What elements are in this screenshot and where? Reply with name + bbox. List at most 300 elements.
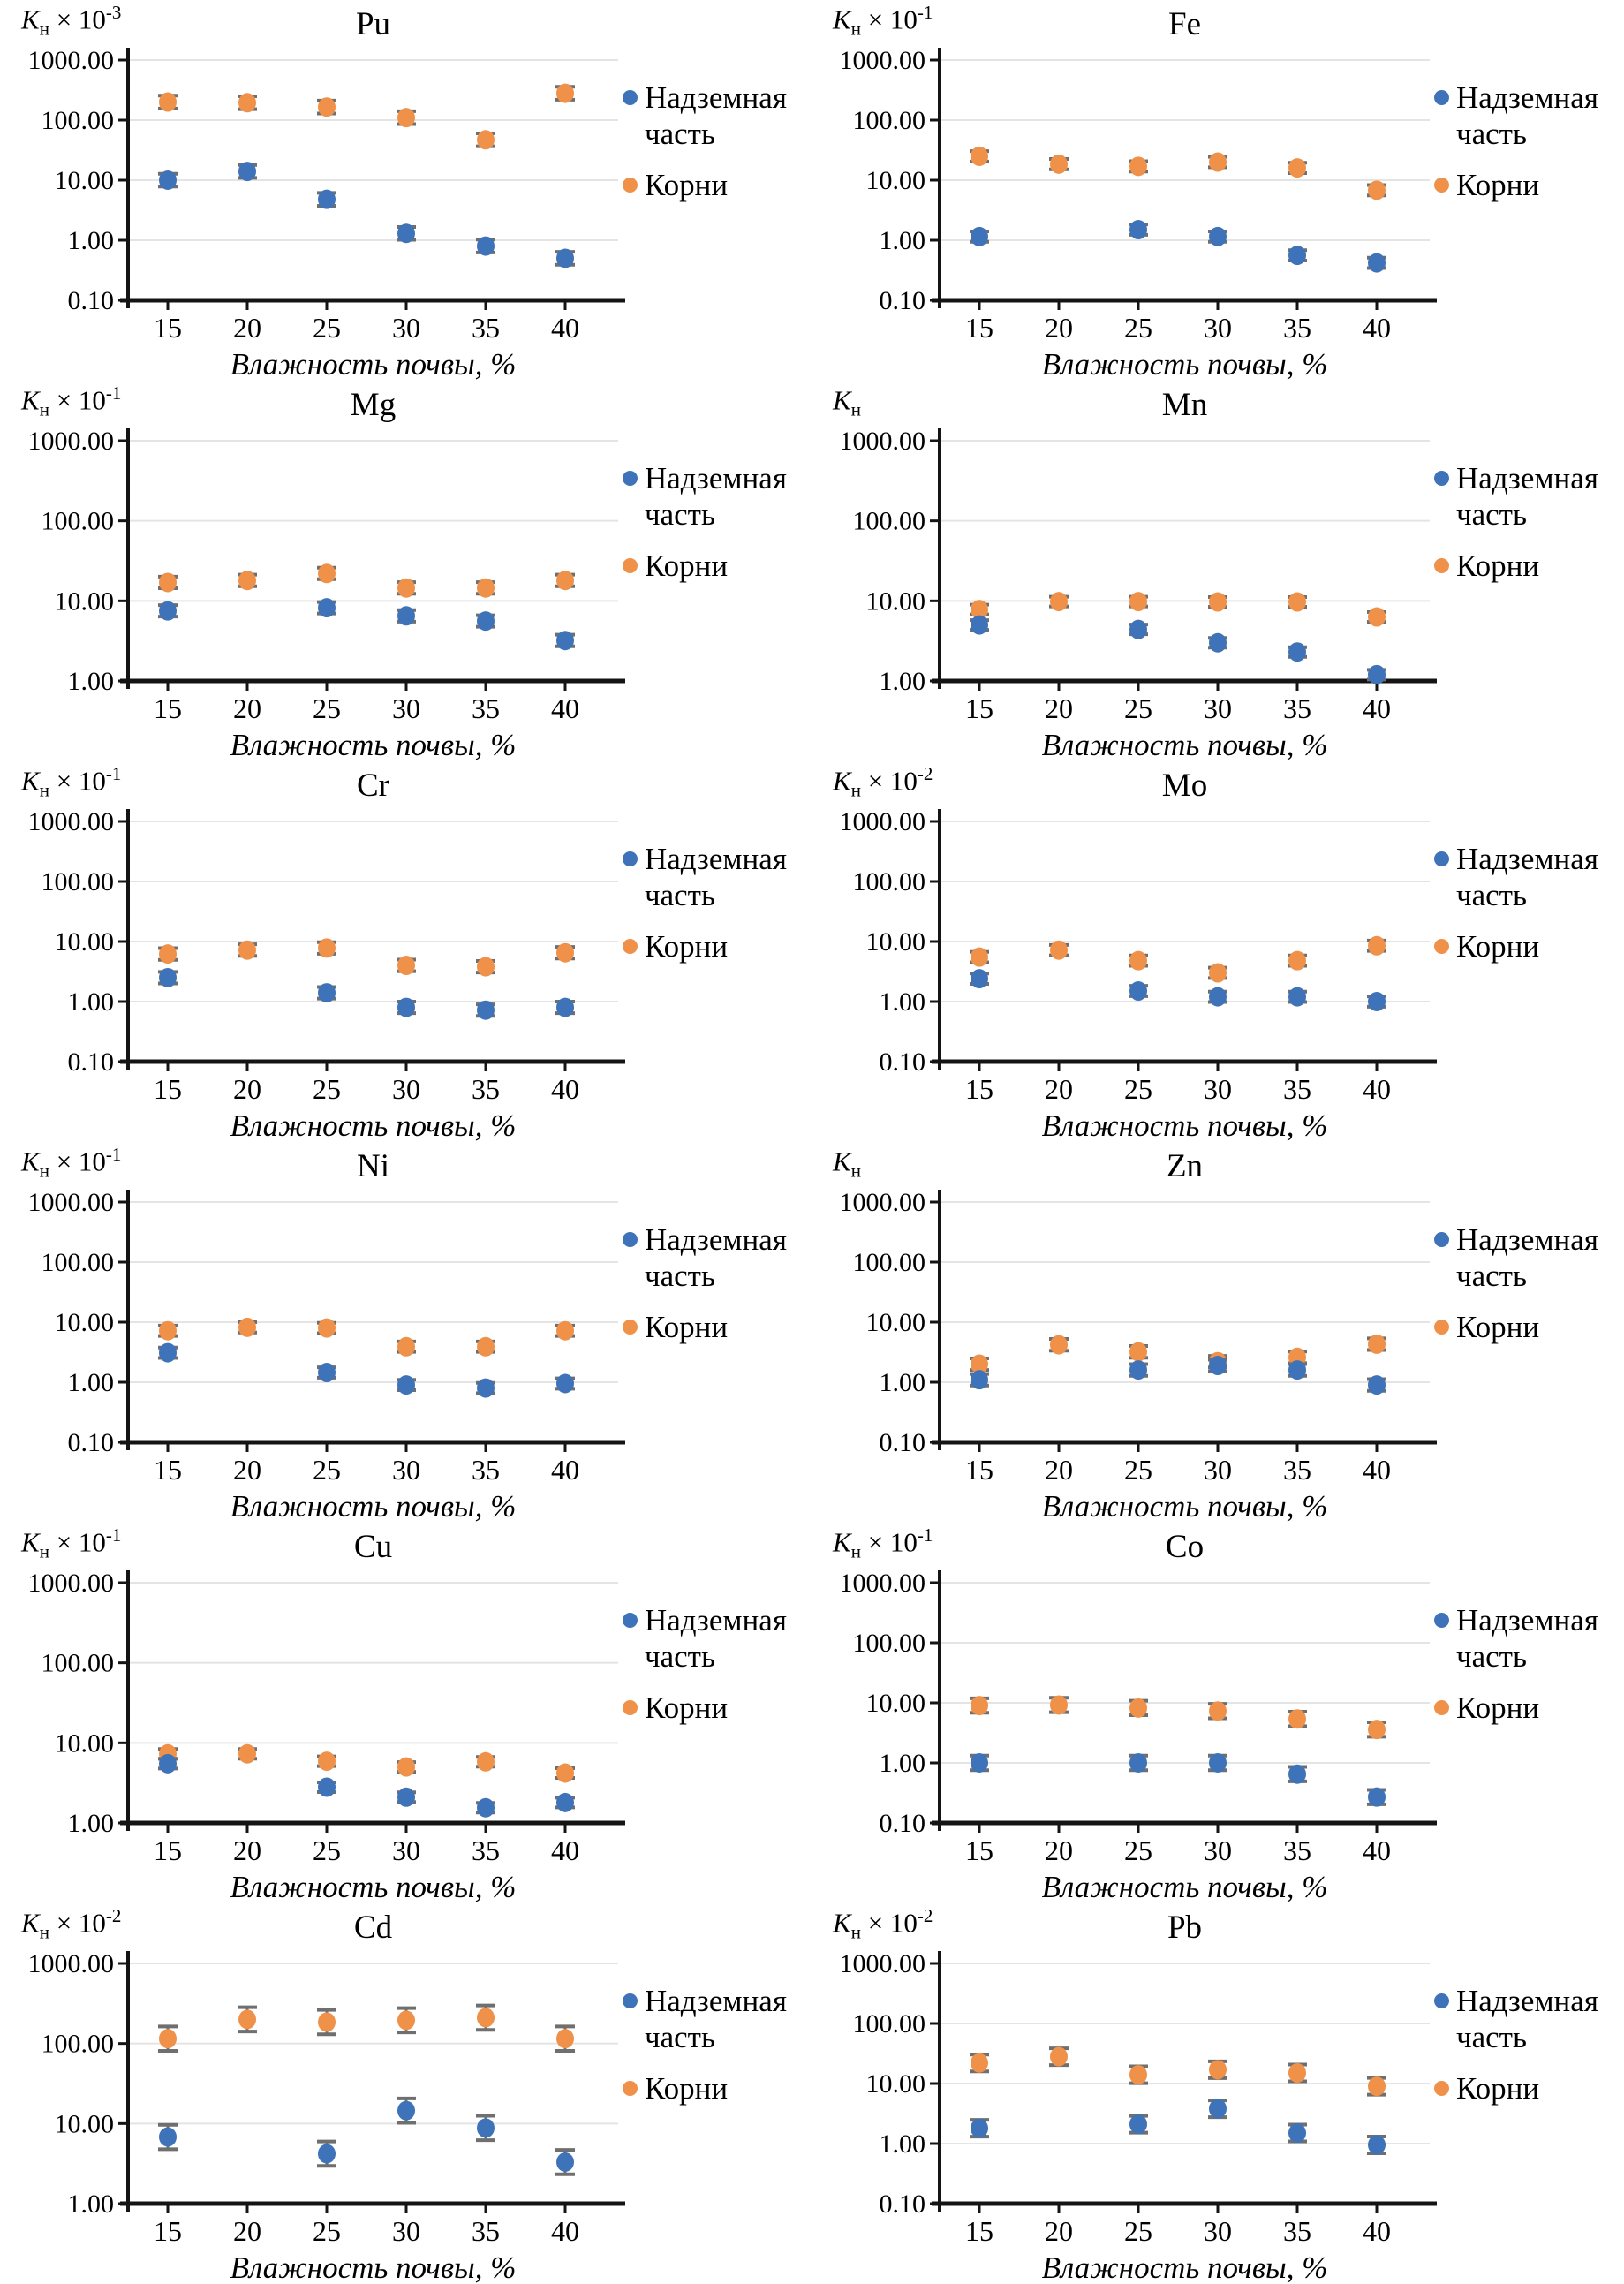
y-tick-label: 100.00	[41, 1648, 114, 1678]
data-point-shoots	[556, 998, 574, 1017]
x-tick-label: 40	[551, 2215, 579, 2247]
legend-marker-roots-icon	[623, 178, 638, 193]
unit-exponent: -3	[105, 2, 122, 23]
x-tick-label: 25	[313, 692, 341, 724]
data-point-roots	[1209, 1701, 1227, 1721]
data-point-shoots	[477, 611, 495, 631]
data-point-shoots	[397, 1375, 415, 1395]
unit-multiplier: × 10	[49, 1146, 106, 1177]
data-point-roots	[238, 93, 256, 112]
x-tick-label: 30	[1204, 1834, 1232, 1866]
data-point-roots	[477, 1752, 495, 1772]
data-point-shoots	[1129, 981, 1147, 1001]
k-symbol: K	[833, 1907, 851, 1939]
data-point-shoots	[238, 162, 256, 181]
y-tick-label: 10.00	[865, 2069, 925, 2099]
data-point-roots	[1368, 1720, 1386, 1739]
data-point-shoots	[159, 170, 177, 190]
x-tick-label: 15	[965, 312, 993, 344]
x-tick-label: 30	[392, 1834, 420, 1866]
data-point-shoots	[159, 1754, 177, 1774]
data-point-roots	[971, 2053, 988, 2073]
data-point-shoots	[1288, 2123, 1306, 2143]
legend-label-roots: Корни	[645, 1309, 729, 1344]
x-tick-label: 20	[1045, 692, 1073, 724]
x-tick-label: 20	[233, 1834, 261, 1866]
x-tick-label: 25	[1124, 1454, 1152, 1486]
data-point-roots	[1288, 1709, 1306, 1728]
data-point-roots	[556, 943, 574, 963]
unit-exponent: -2	[105, 1905, 122, 1926]
k-subscript: н	[850, 779, 861, 801]
data-point-shoots	[1129, 220, 1147, 239]
data-point-roots	[397, 1337, 415, 1357]
data-point-roots	[477, 2008, 495, 2027]
y-tick-label: 0.10	[879, 1809, 925, 1838]
legend-marker-shoots-icon	[1434, 90, 1449, 105]
data-point-roots	[159, 2029, 177, 2048]
data-point-shoots	[159, 968, 177, 987]
k-subscript: н	[39, 18, 49, 40]
data-point-roots	[1288, 158, 1306, 178]
data-point-roots	[556, 1763, 574, 1782]
k-symbol: K	[21, 1526, 40, 1558]
chart-title: Zn	[1166, 1148, 1204, 1184]
data-point-roots	[1129, 1342, 1147, 1362]
y-tick-label: 1.00	[67, 1809, 114, 1838]
unit-exponent: -1	[917, 1524, 933, 1546]
x-tick-label: 40	[551, 692, 579, 724]
legend-marker-roots-icon	[1434, 2081, 1449, 2096]
data-point-shoots	[556, 631, 574, 650]
x-tick-label: 30	[1204, 1073, 1232, 1105]
y-tick-label: 100.00	[41, 1248, 114, 1277]
x-axis-title: Влажность почвы, %	[230, 1489, 517, 1523]
legend-label-shoots: Надземная часть	[645, 1984, 787, 2055]
legend-label-roots: Корни	[645, 1690, 729, 1725]
x-tick-label: 20	[1045, 2215, 1073, 2247]
legend-label-roots: Корни	[1456, 548, 1540, 583]
data-point-shoots	[1209, 633, 1227, 653]
legend-label-roots: Корни	[1456, 1690, 1540, 1725]
y-tick-label: 10.00	[54, 927, 114, 957]
data-point-roots	[1209, 2060, 1227, 2079]
x-axis-title: Влажность почвы, %	[1041, 1489, 1328, 1523]
data-point-shoots	[477, 2118, 495, 2137]
x-tick-label: 15	[154, 692, 182, 724]
y-tick-label: 10.00	[54, 1728, 114, 1758]
unit-exponent: -2	[917, 1905, 933, 1926]
chart-title: Cu	[353, 1529, 393, 1565]
y-tick-label: 100.00	[41, 106, 114, 135]
legend-marker-shoots-icon	[1434, 471, 1449, 486]
legend	[623, 841, 810, 979]
legend	[1434, 1221, 1621, 1359]
chart-cell	[812, 0, 1624, 381]
y-tick-label: 1.00	[879, 226, 925, 255]
x-tick-label: 40	[1363, 1073, 1391, 1105]
data-point-shoots	[556, 248, 574, 268]
x-tick-label: 40	[1363, 692, 1391, 724]
y-tick-label: 100.00	[852, 1629, 925, 1658]
legend-entry-roots	[623, 1309, 810, 1345]
x-tick-label: 35	[1283, 2215, 1311, 2247]
chart-cell	[0, 1142, 812, 1523]
legend-entry-shoots	[1434, 1602, 1621, 1675]
x-tick-label: 20	[233, 1454, 261, 1486]
data-point-shoots	[1368, 1788, 1386, 1807]
data-point-roots	[159, 572, 177, 592]
data-point-shoots	[556, 1374, 574, 1394]
data-point-shoots	[1129, 620, 1147, 639]
legend-label-roots: Корни	[1456, 2070, 1540, 2106]
y-tick-label: 1.00	[879, 987, 925, 1017]
x-tick-label: 15	[965, 1454, 993, 1486]
data-point-roots	[159, 1321, 177, 1341]
x-tick-label: 20	[1045, 1454, 1073, 1486]
data-point-shoots	[397, 998, 415, 1017]
x-tick-label: 30	[1204, 1454, 1232, 1486]
k-symbol: K	[833, 765, 851, 797]
data-point-shoots	[1209, 2099, 1227, 2119]
x-tick-label: 25	[313, 1073, 341, 1105]
data-point-shoots	[971, 616, 988, 635]
legend-entry-roots	[1434, 2070, 1621, 2106]
k-subscript: н	[850, 1160, 861, 1182]
legend-entry-shoots	[623, 79, 810, 153]
x-tick-label: 35	[472, 692, 500, 724]
data-point-roots	[1050, 592, 1068, 611]
y-tick-label: 1.00	[67, 667, 114, 696]
unit-exponent: -1	[105, 763, 122, 784]
data-point-shoots	[1209, 1753, 1227, 1773]
data-point-roots	[1050, 2047, 1068, 2067]
legend-label-shoots: Надземная часть	[645, 461, 787, 533]
x-tick-label: 30	[392, 1454, 420, 1486]
k-symbol: K	[21, 1907, 40, 1939]
y-tick-label: 0.10	[879, 286, 925, 315]
data-point-shoots	[556, 2152, 574, 2172]
data-point-roots	[318, 2012, 336, 2031]
legend-marker-roots-icon	[623, 558, 638, 573]
x-tick-label: 25	[1124, 2215, 1152, 2247]
legend	[623, 1602, 810, 1740]
data-point-roots	[1368, 180, 1386, 200]
chart-cell	[0, 381, 812, 761]
data-point-roots	[318, 563, 336, 583]
y-tick-label: 1000.00	[27, 46, 114, 75]
y-tick-label: 10.00	[54, 166, 114, 195]
chart-cell	[812, 761, 1624, 1142]
k-subscript: н	[850, 398, 861, 420]
legend-label-shoots: Надземная часть	[1456, 842, 1598, 913]
unit-multiplier: × 10	[49, 4, 106, 35]
data-point-roots	[397, 2010, 415, 2030]
unit-multiplier: × 10	[860, 1526, 918, 1558]
k-subscript: н	[850, 1921, 861, 1943]
legend	[1434, 460, 1621, 598]
legend-marker-roots-icon	[1434, 1700, 1449, 1715]
data-point-roots	[556, 571, 574, 590]
data-point-shoots	[1209, 227, 1227, 246]
y-tick-label: 1.00	[879, 1749, 925, 1778]
legend-label-shoots: Надземная часть	[645, 80, 787, 152]
y-tick-label: 1000.00	[27, 807, 114, 836]
x-tick-label: 15	[154, 1454, 182, 1486]
data-point-shoots	[1129, 1360, 1147, 1380]
k-symbol: K	[21, 384, 40, 416]
data-point-roots	[159, 944, 177, 964]
data-point-roots	[1288, 2063, 1306, 2083]
legend-entry-roots	[623, 928, 810, 964]
y-tick-label: 1000.00	[27, 1569, 114, 1598]
y-tick-label: 10.00	[865, 586, 925, 616]
x-tick-label: 30	[392, 1073, 420, 1105]
x-tick-label: 20	[1045, 1073, 1073, 1105]
data-point-roots	[1209, 964, 1227, 983]
data-point-shoots	[971, 969, 988, 988]
x-tick-label: 20	[233, 1073, 261, 1105]
chart-cell	[0, 761, 812, 1142]
y-tick-label: 1000.00	[839, 1949, 925, 1978]
data-point-roots	[1288, 951, 1306, 971]
unit-multiplier: × 10	[49, 1526, 106, 1558]
y-tick-label: 10.00	[865, 927, 925, 957]
k-symbol: K	[21, 4, 40, 35]
data-point-roots	[1288, 593, 1306, 612]
chart-title: Mo	[1161, 768, 1208, 804]
k-subscript: н	[850, 18, 861, 40]
data-point-shoots	[1288, 1360, 1306, 1380]
legend-label-roots: Корни	[645, 167, 729, 202]
y-tick-label: 0.10	[879, 1428, 925, 1457]
x-tick-label: 35	[1283, 312, 1311, 344]
unit-exponent: -2	[917, 763, 933, 784]
chart-title: Cd	[353, 1910, 393, 1946]
legend	[623, 1221, 810, 1359]
x-tick-label: 15	[965, 1073, 993, 1105]
x-tick-label: 25	[313, 1834, 341, 1866]
legend-marker-shoots-icon	[623, 90, 638, 105]
chart-title: Pb	[1167, 1910, 1203, 1946]
x-tick-label: 40	[1363, 2215, 1391, 2247]
data-point-shoots	[1129, 1753, 1147, 1773]
y-tick-label: 1000.00	[839, 807, 925, 836]
y-tick-label: 10.00	[865, 166, 925, 195]
data-point-shoots	[1288, 1765, 1306, 1784]
data-point-shoots	[1368, 2136, 1386, 2155]
data-point-shoots	[1368, 992, 1386, 1011]
legend-marker-roots-icon	[1434, 558, 1449, 573]
x-tick-label: 30	[392, 692, 420, 724]
legend-marker-shoots-icon	[623, 471, 638, 486]
data-point-roots	[159, 93, 177, 112]
data-point-shoots	[971, 2119, 988, 2138]
x-tick-label: 30	[1204, 2215, 1232, 2247]
data-point-shoots	[1368, 1375, 1386, 1395]
chart-cell	[0, 1903, 812, 2284]
y-tick-label: 100.00	[41, 2029, 114, 2059]
x-axis-title: Влажность почвы, %	[1041, 1108, 1328, 1142]
data-point-shoots	[1288, 642, 1306, 662]
data-point-roots	[397, 956, 415, 975]
data-point-shoots	[477, 1001, 495, 1020]
x-tick-label: 25	[1124, 1073, 1152, 1105]
legend-marker-shoots-icon	[1434, 1993, 1449, 2008]
y-tick-label: 1000.00	[839, 1569, 925, 1598]
legend-label-roots: Корни	[1456, 1309, 1540, 1344]
unit-multiplier: × 10	[860, 1907, 918, 1939]
legend-marker-roots-icon	[623, 939, 638, 954]
data-point-roots	[1050, 1335, 1068, 1355]
x-tick-label: 35	[1283, 1073, 1311, 1105]
y-tick-label: 100.00	[852, 106, 925, 135]
y-tick-label: 100.00	[41, 506, 114, 536]
x-tick-label: 25	[313, 2215, 341, 2247]
legend-label-shoots: Надземная часть	[1456, 1603, 1598, 1675]
data-point-shoots	[1288, 246, 1306, 265]
x-tick-label: 30	[1204, 692, 1232, 724]
x-tick-label: 15	[154, 1073, 182, 1105]
x-tick-label: 25	[313, 1454, 341, 1486]
x-tick-label: 25	[1124, 312, 1152, 344]
data-point-roots	[1209, 593, 1227, 612]
legend-marker-roots-icon	[623, 2081, 638, 2096]
data-point-roots	[318, 1751, 336, 1771]
data-point-roots	[1368, 608, 1386, 627]
data-point-roots	[238, 1318, 256, 1337]
data-point-shoots	[477, 1379, 495, 1398]
unit-multiplier: × 10	[860, 765, 918, 797]
data-point-roots	[1129, 592, 1147, 611]
x-tick-label: 15	[154, 312, 182, 344]
y-tick-label: 10.00	[54, 1308, 114, 1337]
x-tick-label: 30	[392, 2215, 420, 2247]
data-point-shoots	[971, 227, 988, 246]
legend-marker-shoots-icon	[1434, 1232, 1449, 1247]
legend-label-shoots: Надземная часть	[645, 842, 787, 913]
legend-label-roots: Корни	[1456, 928, 1540, 964]
k-symbol: K	[833, 384, 851, 416]
data-point-shoots	[159, 1343, 177, 1363]
chart-cell	[812, 381, 1624, 761]
legend-label-roots: Корни	[645, 928, 729, 964]
data-point-shoots	[318, 190, 336, 209]
unit-exponent: -1	[105, 382, 122, 404]
legend-entry-shoots	[623, 1221, 810, 1295]
k-symbol: K	[21, 1146, 40, 1177]
data-point-shoots	[318, 1363, 336, 1382]
legend-label-roots: Корни	[645, 2070, 729, 2106]
x-axis-title: Влажность почвы, %	[230, 1870, 517, 1903]
y-tick-label: 100.00	[41, 867, 114, 896]
y-tick-label: 100.00	[852, 2009, 925, 2038]
x-axis-title: Влажность почвы, %	[230, 347, 517, 381]
chart-cell	[0, 0, 812, 381]
y-tick-label: 1000.00	[839, 46, 925, 75]
k-symbol: K	[833, 4, 851, 35]
chart-cell	[0, 1523, 812, 1903]
chart-title: Cr	[357, 768, 389, 804]
x-axis-title: Влажность почвы, %	[1041, 1870, 1328, 1903]
legend-entry-shoots	[623, 460, 810, 533]
data-point-roots	[556, 84, 574, 103]
y-tick-label: 1.00	[879, 2129, 925, 2159]
legend-label-roots: Корни	[645, 548, 729, 583]
legend-marker-roots-icon	[1434, 939, 1449, 954]
data-point-roots	[477, 130, 495, 149]
legend-entry-shoots	[1434, 1983, 1621, 2056]
data-point-shoots	[1368, 253, 1386, 273]
data-point-roots	[318, 97, 336, 117]
x-tick-label: 15	[965, 1834, 993, 1866]
data-point-roots	[1368, 936, 1386, 956]
unit-exponent: -1	[917, 2, 933, 23]
x-tick-label: 40	[551, 1834, 579, 1866]
legend-entry-roots	[1434, 1309, 1621, 1345]
legend-label-shoots: Надземная часть	[1456, 80, 1598, 152]
k-symbol: K	[833, 1526, 851, 1558]
data-point-roots	[1368, 2076, 1386, 2096]
y-tick-label: 1000.00	[27, 1188, 114, 1217]
chart-cell	[812, 1903, 1624, 2284]
k-subscript: н	[39, 1160, 49, 1182]
data-point-shoots	[1209, 1356, 1227, 1375]
legend-label-shoots: Надземная часть	[1456, 461, 1598, 533]
data-point-roots	[971, 147, 988, 166]
x-tick-label: 20	[233, 2215, 261, 2247]
x-tick-label: 35	[472, 1834, 500, 1866]
x-tick-label: 20	[233, 312, 261, 344]
data-point-shoots	[477, 1798, 495, 1818]
legend-entry-shoots	[623, 1983, 810, 2056]
x-tick-label: 15	[154, 2215, 182, 2247]
data-point-roots	[1129, 1698, 1147, 1718]
data-point-roots	[477, 957, 495, 977]
y-tick-label: 10.00	[54, 586, 114, 616]
chart-cell	[812, 1523, 1624, 1903]
chart-title: Fe	[1168, 6, 1201, 42]
data-point-shoots	[397, 2101, 415, 2121]
x-tick-label: 40	[1363, 312, 1391, 344]
x-tick-label: 35	[1283, 692, 1311, 724]
legend-entry-roots	[1434, 167, 1621, 203]
legend-entry-shoots	[623, 841, 810, 914]
data-point-roots	[397, 1758, 415, 1777]
y-tick-label: 10.00	[865, 1308, 925, 1337]
y-tick-label: 10.00	[54, 2109, 114, 2139]
legend-marker-shoots-icon	[623, 1232, 638, 1247]
legend-entry-roots	[623, 2070, 810, 2106]
data-point-roots	[477, 579, 495, 598]
legend-label-roots: Корни	[1456, 167, 1540, 202]
data-point-shoots	[159, 2128, 177, 2147]
y-tick-label: 0.10	[879, 2189, 925, 2219]
data-point-shoots	[318, 1777, 336, 1796]
k-subscript: н	[39, 1540, 49, 1562]
legend-label-shoots: Надземная часть	[1456, 1984, 1598, 2055]
legend-entry-roots	[1434, 1690, 1621, 1726]
data-point-roots	[238, 571, 256, 590]
data-point-roots	[318, 1319, 336, 1338]
x-tick-label: 25	[1124, 1834, 1152, 1866]
legend	[1434, 79, 1621, 217]
x-tick-label: 35	[1283, 1454, 1311, 1486]
legend-marker-shoots-icon	[1434, 1613, 1449, 1628]
y-tick-label: 0.10	[67, 1047, 114, 1077]
y-tick-label: 1000.00	[27, 1949, 114, 1978]
y-tick-label: 0.10	[67, 286, 114, 315]
